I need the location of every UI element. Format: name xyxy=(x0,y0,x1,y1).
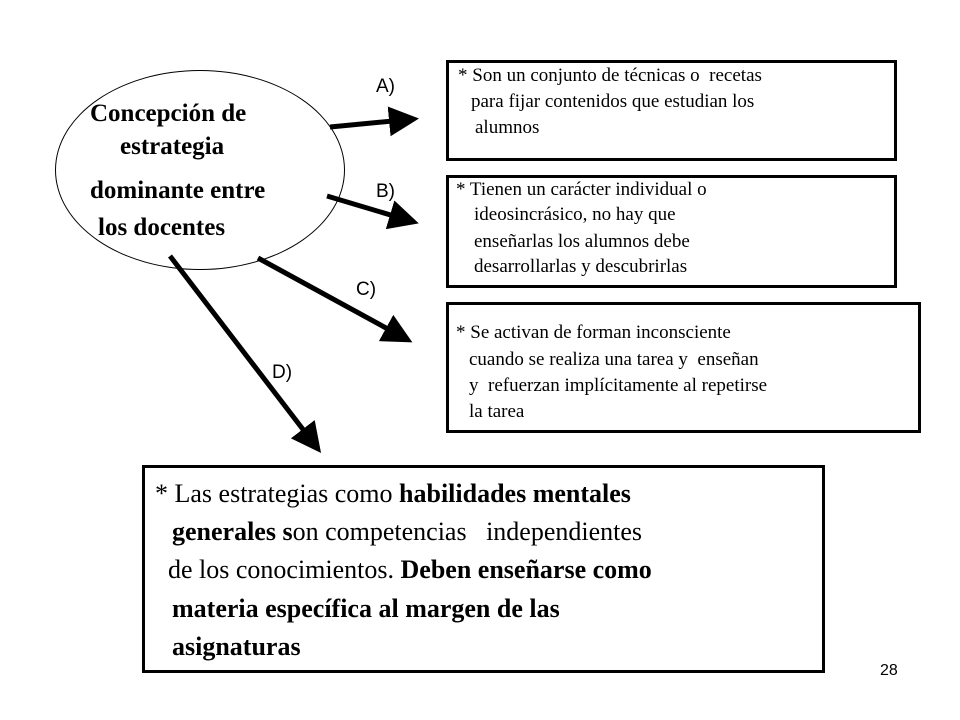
branch-label-a: A) xyxy=(376,76,395,97)
box-c-line-1: * Se activan de forman inconsciente xyxy=(456,322,731,343)
branch-label-d: D) xyxy=(272,362,293,383)
box-b-line-4: desarrollarlas y descubrirlas xyxy=(474,256,688,277)
concept-line-2: estrategia xyxy=(120,133,225,160)
arrow-c xyxy=(258,258,408,340)
concept-line-3: dominante entre xyxy=(90,177,266,204)
box-a-line-3: alumnos xyxy=(475,117,540,138)
branch-label-c: C) xyxy=(356,279,377,300)
box-d-line-5: asignaturas xyxy=(172,632,301,661)
box-c-line-3: y refuerzan implícitamente al repetirse xyxy=(469,375,768,396)
box-d-line-3: de los conocimientos. Deben enseñarse como xyxy=(168,555,652,584)
box-c-line-4: la tarea xyxy=(469,401,525,422)
page-number: 28 xyxy=(880,662,898,679)
box-a-line-2: para fijar contenidos que estudian los xyxy=(471,91,755,112)
box-d-line-4: materia específica al margen de las xyxy=(172,594,560,623)
concept-line-1: Concepción de xyxy=(90,100,247,127)
box-d-line-2: generales son competencias independientes xyxy=(172,517,643,546)
arrow-d xyxy=(170,256,318,449)
branch-label-b: B) xyxy=(376,181,395,202)
box-d-line-1: * Las estrategias como habilidades mentales xyxy=(155,479,631,508)
box-b-line-1: * Tienen un carácter individual o xyxy=(456,179,707,200)
box-b-line-3: enseñarlas los alumnos debe xyxy=(474,231,690,252)
box-b-line-2: ideosincrásico, no hay que xyxy=(474,204,676,225)
box-c-line-2: cuando se realiza una tarea y enseñan xyxy=(469,349,759,370)
arrow-a xyxy=(330,119,414,127)
concept-line-4: los docentes xyxy=(98,214,226,241)
arrow-b xyxy=(327,196,414,222)
box-a-line-1: * Son un conjunto de técnicas o recetas xyxy=(458,65,762,86)
